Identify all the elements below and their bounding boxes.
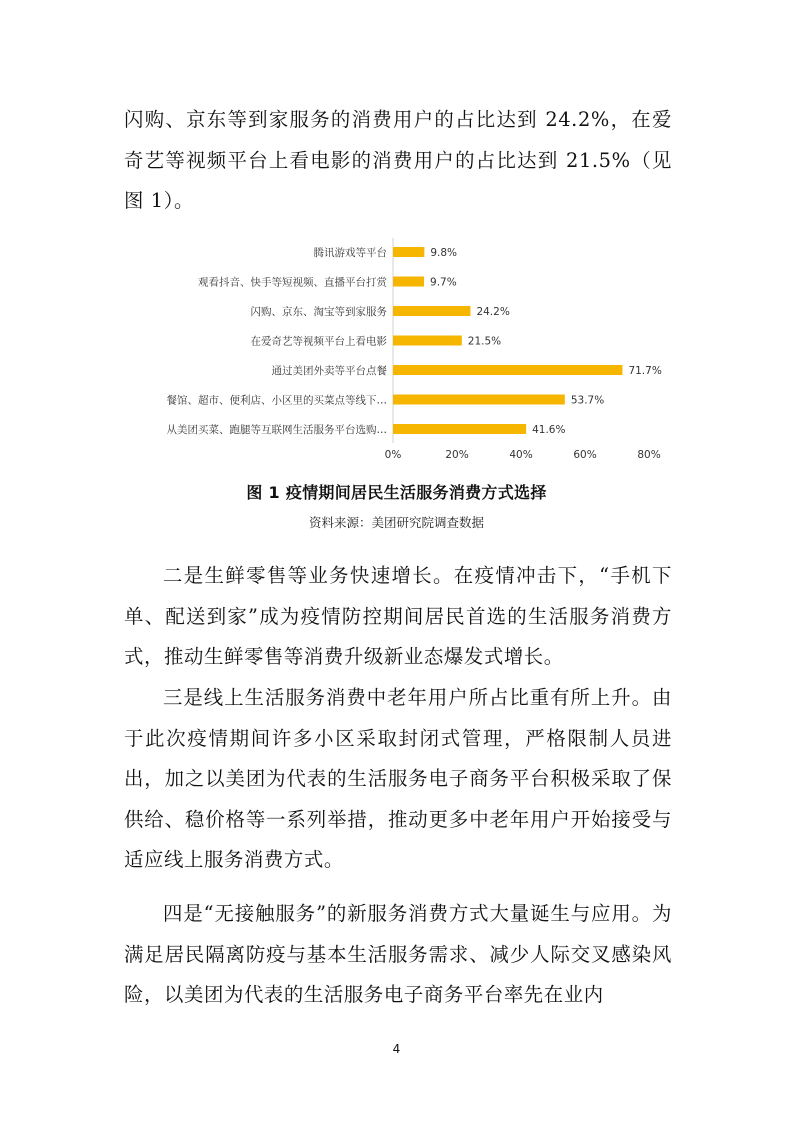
bar [393,424,526,434]
x-tick-label: 40% [509,449,533,461]
category-label: 通过美团外卖等平台点餐 [271,365,387,377]
bar [393,336,462,346]
bar [393,365,622,375]
body-paragraph-2: 二是生鲜零售等业务快速增长。在疫情冲击下，“手机下单、配送到家”成为疫情防控期间居民首选的生活服务消费方式，推动生鲜零售等消费升级新业态爆发式增长。 [124,564,672,668]
category-label: 闪购、京东、淘宝等到家服务 [250,306,387,318]
value-label: 24.2% [476,306,510,318]
page-number: 4 [392,1042,401,1056]
category-label: 腾讯游戏等平台 [313,247,387,259]
figure-caption: 图 1 疫情期间居民生活服务消费方式选择 [246,483,547,502]
category-label: 在爱奇艺等视频平台上看电影 [250,335,387,348]
bar [393,306,470,316]
x-tick-label: 0% [384,449,402,461]
bar [393,277,424,287]
chart-marks [167,246,662,461]
bar [393,395,565,405]
value-label: 41.6% [532,424,566,436]
category-label: 从美团买菜、跑腿等互联网生活服务平台选购… [166,424,387,436]
category-label: 餐馆、超市、便利店、小区里的买菜点等线下… [166,394,387,407]
value-label: 53.7% [570,394,605,407]
value-label: 9.7% [430,276,457,289]
bar [393,247,424,257]
x-tick-label: 80% [637,449,661,461]
value-label: 71.7% [628,365,662,377]
value-label: 21.5% [467,335,502,348]
body-paragraph-4: 四是“无接触服务”的新服务消费方式大量诞生与应用。为满足居民隔离防疫与基本生活服务需求、减少人际交叉感染风险，以美团为代表的生活服务电子商务平台率先在业内 [124,902,672,1006]
category-label: 观看抖音、快手等短视频、直播平台打赏 [198,276,387,289]
figure-source: 资料来源：美团研究院调查数据 [308,515,484,530]
x-tick-label: 20% [445,449,469,461]
intro-paragraph: 闪购、京东等到家服务的消费用户的占比达到 24.2%，在爱奇艺等视频平台上看电影的消费用户的占比达到 21.5%（见图 1）。 [124,108,672,212]
bar-chart [120,234,680,468]
value-label: 9.8% [430,247,458,259]
body-paragraph-3: 三是线上生活服务消费中老年用户所占比重有所上升。由于此次疫情期间许多小区采取封闭式管理，严格限制人员进出，加之以美团为代表的生活服务电子商务平台积极采取了保供给、稳价格等一系列举措，推动更多中老年用户开始接受与适应线上服务消费方式。 [124,686,672,871]
x-tick-label: 60% [573,449,597,461]
